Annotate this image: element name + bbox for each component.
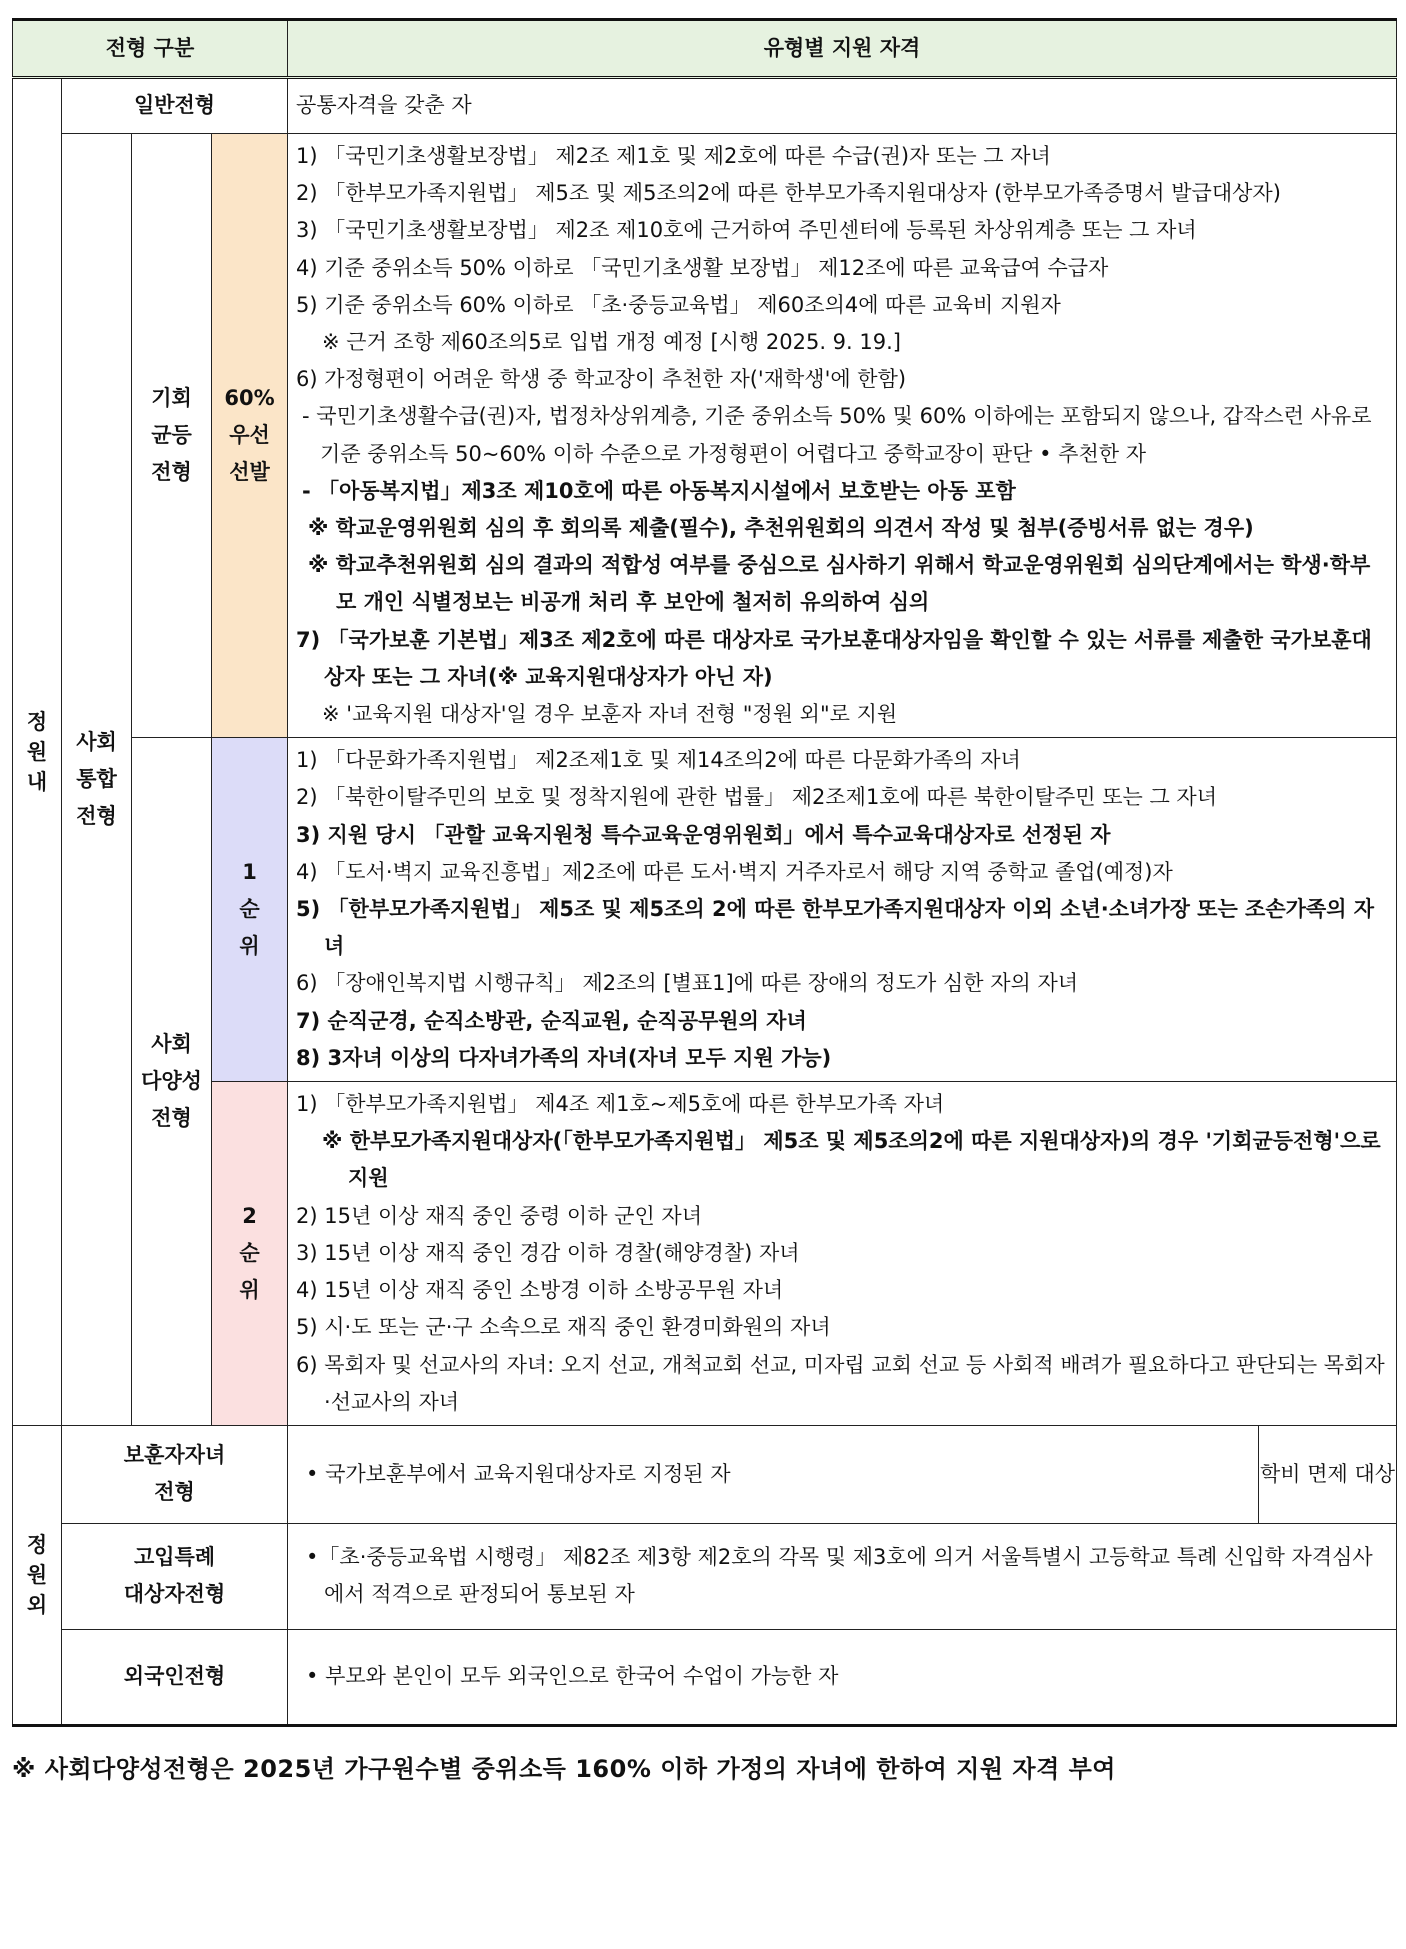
general-text: 공통자격을 갖춘 자 bbox=[288, 78, 1397, 134]
list-item: 2) 「북한이탈주민의 보호 및 정착지원에 관한 법률」 제2조제1호에 따른 북한이탈주민 또는 그 자녀 bbox=[296, 785, 1217, 810]
row-foreign bbox=[13, 1629, 1397, 1725]
list-item: 1) 「한부모가족지원법」 제4조 제1호~제5호에 따른 한부모가족 자녀 bbox=[296, 1092, 945, 1117]
general-label: 일반전형 bbox=[62, 78, 288, 134]
list-item: 6) 목회자 및 선교사의 자녀: 오지 선교, 개척교회 선교, 미자립 교회 선교 등 사회적 배려가 필요하다고 판단되는 목회자·선교사의 자녀 bbox=[296, 1352, 1385, 1414]
row-general bbox=[13, 78, 1397, 134]
list-item: 6) 「장애인복지법 시행규칙」 제2조의 [별표1]에 따른 장애의 정도가 심한 자의 자녀 bbox=[296, 971, 1079, 996]
diversity-label: 사회 다양성 전형 bbox=[132, 738, 212, 1426]
row-special bbox=[13, 1523, 1397, 1629]
list-item: 4) 기준 중위소득 50% 이하로 「국민기초생활 보장법」 제12조에 따른 교육급여 수급자 bbox=[296, 255, 1109, 280]
group-out-quota: 정 원 외 bbox=[13, 1425, 62, 1725]
list-item: 6) 가정형편이 어려운 학생 중 학교장이 추천한 자('재학생'에 한함) bbox=[296, 367, 907, 392]
rank1-items bbox=[288, 738, 1397, 1082]
list-item: 1) 「국민기초생활보장법」 제2조 제1호 및 제2호에 따른 수급(권)자 또는 그 자녀 bbox=[296, 144, 1051, 168]
list-item: 5) 기준 중위소득 60% 이하로 「초·중등교육법」 제60조의4에 따른 교육비 지원자 bbox=[296, 292, 1061, 317]
row-veterans bbox=[13, 1425, 1397, 1523]
document bbox=[12, 18, 1396, 1784]
rank2-label: 2 순 위 bbox=[212, 1082, 288, 1426]
list-note: ※ '교육지원 대상자'일 경우 보훈자 자녀 전형 "정원 외"로 지원 bbox=[322, 702, 898, 727]
opportunity-label: 기회 균등 전형 bbox=[132, 134, 212, 738]
list-item: 8) 3자녀 이상의 다자녀가족의 자녀(자녀 모두 지원 가능) bbox=[296, 1045, 832, 1070]
list-item: 4) 15년 이상 재직 중인 소방경 이하 소방공무원 자녀 bbox=[296, 1278, 784, 1303]
rank1-label: 1 순 위 bbox=[212, 738, 288, 1082]
list-item: 1) 「다문화가족지원법」 제2조제1호 및 제14조의2에 따른 다문화가족의 자녀 bbox=[296, 748, 1021, 773]
veterans-text bbox=[288, 1425, 1259, 1523]
opportunity-items bbox=[288, 134, 1397, 738]
list-note: ※ 근거 조항 제60조의5로 입법 개정 예정 [시행 2025. 9. 19.] bbox=[322, 330, 901, 355]
rank2-items bbox=[288, 1082, 1397, 1426]
group-in-quota: 정 원 내 bbox=[13, 78, 62, 1426]
list-note: ※ 학교추천위원회 심의 결과의 적합성 여부를 중심으로 심사하기 위해서 학교운영위원회 심의단계에서는 학생·학부모 개인 식별정보는 비공개 처리 후 보안에 철저히 유의하여 심의 bbox=[308, 553, 1371, 615]
row-opportunity bbox=[13, 134, 1397, 738]
veterans-text-line: • 국가보훈부에서 교육지원대상자로 지정된 자 bbox=[306, 1461, 731, 1486]
foreign-text bbox=[288, 1629, 1397, 1725]
veterans-label: 보훈자자녀 전형 bbox=[62, 1425, 288, 1523]
eligibility-table bbox=[12, 18, 1397, 1727]
list-item: 3) 15년 이상 재직 중인 경감 이하 경찰(해양경찰) 자녀 bbox=[296, 1240, 800, 1265]
list-item: 3) 「국민기초생활보장법」 제2조 제10호에 근거하여 주민센터에 등록된 차상위계층 또는 그 자녀 bbox=[296, 218, 1197, 243]
list-note: ※ 한부모가족지원대상자(「한부모가족지원법」 제5조 및 제5조의2에 따른 지원대상자)의 경우 '기회균등전형'으로 지원 bbox=[322, 1129, 1381, 1191]
list-item: 2) 15년 이상 재직 중인 중령 이하 군인 자녀 bbox=[296, 1203, 702, 1228]
list-item: 4) 「도서·벽지 교육진흥법」제2조에 따른 도서·벽지 거주자로서 해당 지역 중학교 졸업(예정)자 bbox=[296, 859, 1173, 884]
list-item: 3) 지원 당시 「관할 교육지원청 특수교육운영위원회」에서 특수교육대상자로 선정된 자 bbox=[296, 822, 1111, 847]
special-text bbox=[288, 1523, 1397, 1629]
foreign-label: 외국인전형 bbox=[62, 1629, 288, 1725]
foreign-text-line: • 부모와 본인이 모두 외국인으로 한국어 수업이 가능한 자 bbox=[306, 1664, 839, 1689]
special-text-line: •「초·중등교육법 시행령」 제82조 제3항 제2호의 각목 및 제3호에 의거 서울특별시 고등학교 특례 신입학 자격심사에서 적격으로 판정되어 통보된 자 bbox=[306, 1545, 1373, 1607]
row-diversity-rank2 bbox=[13, 1082, 1397, 1426]
table-header-row bbox=[13, 20, 1397, 78]
list-sub: - 「아동복지법」제3조 제10호에 따른 아동복지시설에서 보호받는 아동 포함 bbox=[302, 478, 1016, 503]
list-note: ※ 학교운영위원회 심의 후 회의록 제출(필수), 추천위원회의 의견서 작성 및 첨부(증빙서류 없는 경우) bbox=[308, 516, 1254, 541]
list-item: 7) 「국가보훈 기본법」제3조 제2호에 따른 대상자로 국가보훈대상자임을 확인할 수 있는 서류를 제출한 국가보훈대상자 또는 그 자녀(※ 교육지원대상자가 아닌 자) bbox=[296, 627, 1372, 689]
header-eligibility: 유형별 지원 자격 bbox=[288, 20, 1397, 78]
list-sub: - 국민기초생활수급(권)자, 법정차상위계층, 기준 중위소득 50% 및 60% 이하에는 포함되지 않으나, 갑작스런 사유로 기준 중위소득 50~60% 이하 수준으로 가정형편이 어렵다고 중학교장이 판단 • 추천한 자 bbox=[302, 404, 1372, 466]
social-integration-label: 사회 통합 전형 bbox=[62, 134, 132, 1426]
list-item: 2) 「한부모가족지원법」 제5조 및 제5조의2에 따른 한부모가족지원대상자 (한부모가족증명서 발급대상자) bbox=[296, 181, 1281, 206]
veterans-extra: 학비 면제 대상 bbox=[1259, 1425, 1397, 1523]
row-diversity-rank1 bbox=[13, 738, 1397, 1082]
opportunity-priority: 60% 우선 선발 bbox=[212, 134, 288, 738]
special-label: 고입특례 대상자전형 bbox=[62, 1523, 288, 1629]
list-item: 5) 「한부모가족지원법」 제5조 및 제5조의 2에 따른 한부모가족지원대상자 이외 소년·소녀가장 또는 조손가족의 자녀 bbox=[296, 897, 1375, 959]
header-category: 전형 구분 bbox=[13, 20, 288, 78]
list-item: 5) 시·도 또는 군·구 소속으로 재직 중인 환경미화원의 자녀 bbox=[296, 1315, 831, 1340]
footer-note: ※ 사회다양성전형은 2025년 가구원수별 중위소득 160% 이하 가정의 자녀에 한하여 지원 자격 부여 bbox=[12, 1754, 1116, 1783]
list-item: 7) 순직군경, 순직소방관, 순직교원, 순직공무원의 자녀 bbox=[296, 1008, 807, 1033]
